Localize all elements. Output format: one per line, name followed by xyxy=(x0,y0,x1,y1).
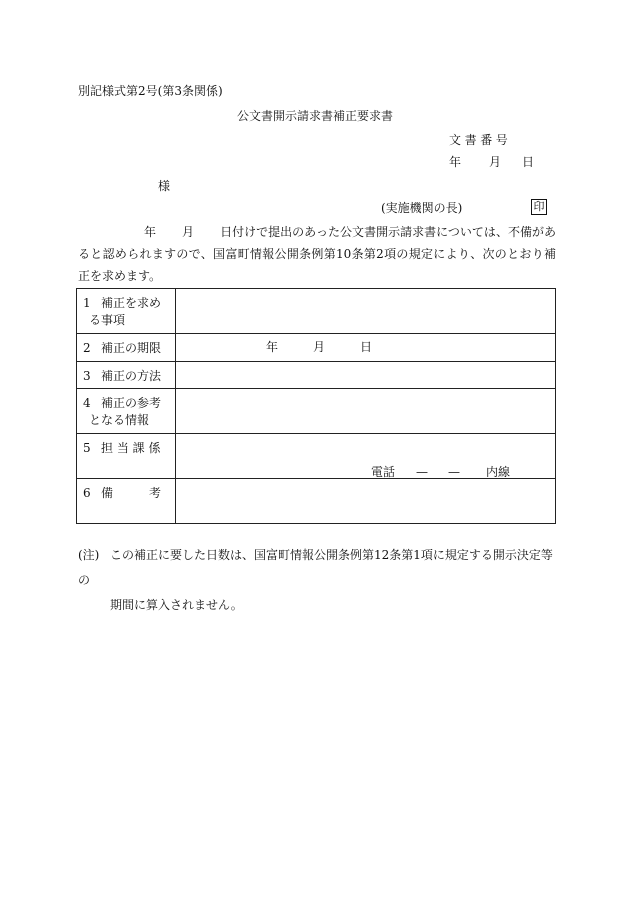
telephone-line xyxy=(371,466,510,478)
row-number: 1 xyxy=(83,296,91,310)
row-label-text: 備 考 xyxy=(101,486,162,500)
note-line2: 期間に算入されません。 xyxy=(110,598,243,612)
row-label-text: 担 当 課 係 xyxy=(101,441,161,455)
issue-date-year: 年 xyxy=(449,155,462,169)
table-row xyxy=(77,362,556,389)
body-paragraph xyxy=(78,221,556,287)
sender-label: (実施機関の長) xyxy=(381,201,463,215)
row-label xyxy=(77,479,176,524)
tel-dash: — xyxy=(416,465,428,479)
row-label-text: となる情報 xyxy=(89,413,150,427)
remarks-field[interactable] xyxy=(176,479,556,524)
deadline-date xyxy=(266,341,372,353)
row-label xyxy=(77,389,176,434)
table-row xyxy=(77,289,556,334)
table-row xyxy=(77,434,556,479)
row-label xyxy=(77,289,176,334)
deadline-year: 年 xyxy=(266,340,279,354)
form-number: 別記様式第2号(第3条関係) xyxy=(78,84,223,98)
footnote xyxy=(78,543,558,618)
issue-date-month: 月 xyxy=(489,155,502,169)
row-label xyxy=(77,362,176,389)
correction-method-field[interactable] xyxy=(176,362,556,389)
row-label-text: 補正の参考 xyxy=(101,396,162,410)
body-year: 年 xyxy=(144,225,157,239)
note-prefix: (注) xyxy=(78,548,100,562)
issue-date-day: 日 xyxy=(522,155,535,169)
note-line1: この補正に要した日数は、国富町情報公開条例第12条第1項に規定する開示決定等の xyxy=(78,548,553,587)
row-label xyxy=(77,334,176,362)
deadline-field[interactable] xyxy=(176,334,556,362)
document-number-label: 文書番号 xyxy=(449,133,512,147)
row-label-text: る事項 xyxy=(89,313,126,327)
correction-table xyxy=(76,288,556,524)
row-number: 4 xyxy=(83,396,91,410)
row-label-text: 補正を求め xyxy=(101,296,162,310)
row-number: 3 xyxy=(83,369,91,383)
row-label-text: 補正の期限 xyxy=(101,341,162,355)
body-month: 月 xyxy=(182,225,195,239)
row-label-text: 補正の方法 xyxy=(101,369,162,383)
seal-stamp: 印 xyxy=(531,199,547,215)
matters-to-correct-field[interactable] xyxy=(176,289,556,334)
issue-date xyxy=(449,156,534,168)
extension-label: 内線 xyxy=(486,465,511,479)
tel-label: 電話 xyxy=(371,465,396,479)
table-row xyxy=(77,479,556,524)
tel-dash: — xyxy=(448,465,460,479)
body-text: 日付けで提出のあった公文書開示請求書については、不備があると認められますので、国富町情報公開条例第10条第2項の規定により、次のとおり補正を求めます。 xyxy=(78,225,556,283)
row-number: 5 xyxy=(83,441,91,455)
deadline-day: 日 xyxy=(360,340,373,354)
table-row xyxy=(77,334,556,362)
addressee-suffix: 様 xyxy=(158,179,171,193)
row-label xyxy=(77,434,176,479)
row-number: 6 xyxy=(83,486,91,500)
reference-info-field[interactable] xyxy=(176,389,556,434)
table-row xyxy=(77,389,556,434)
row-number: 2 xyxy=(83,341,91,355)
document-title: 公文書開示請求書補正要求書 xyxy=(236,109,393,123)
deadline-month: 月 xyxy=(313,340,326,354)
contact-field[interactable] xyxy=(176,434,556,479)
